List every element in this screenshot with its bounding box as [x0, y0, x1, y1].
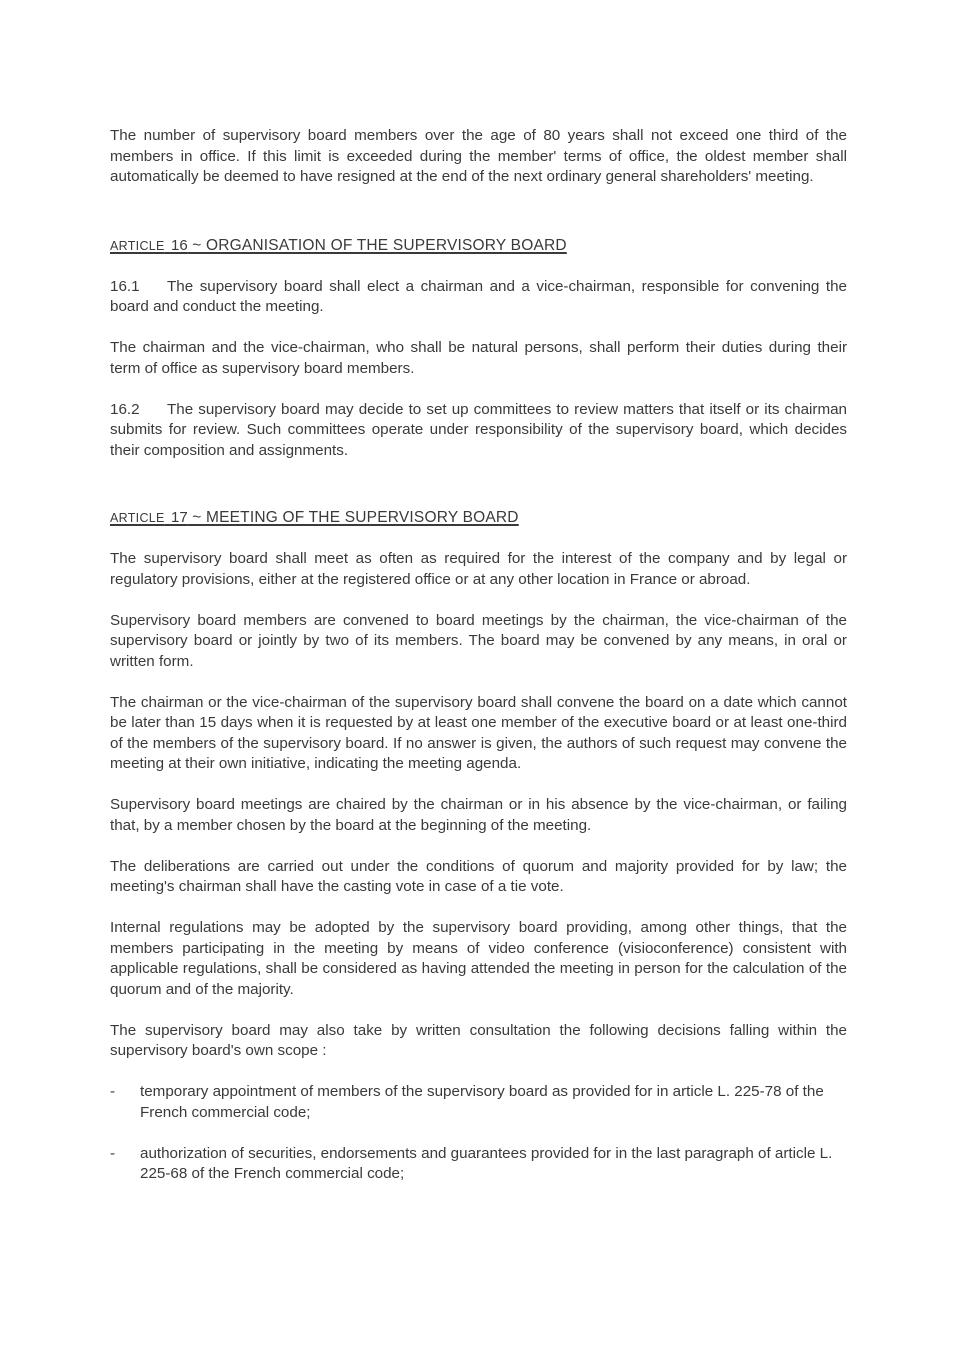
- article-16-heading: [110, 232, 847, 257]
- article-16-title: ~ ORGANISATION OF THE SUPERVISORY BOARD: [187, 236, 567, 254]
- section-16-2-number: 16.2: [110, 400, 140, 418]
- list-item-text: temporary appointment of members of the supervisory board as provided for in article L. 225-78 of the French commercial code;: [140, 1083, 824, 1121]
- list-item-text: authorization of securities, endorsements and guarantees provided for in the last paragraph of article L. 225-68 of the French commercial code;: [140, 1144, 833, 1182]
- section-16-2-text: The supervisory board may decide to set up committees to review matters that itself or its chairman submits for review. Such committees operate under responsibility of the supervisory board, which decides their composition and assignments.: [110, 400, 847, 459]
- article-17-paragraph: The chairman or the vice-chairman of the supervisory board shall convene the board on a date which cannot be later than 15 days when it is requested by at least one member of the executive board or at least one-third of the members of the supervisory board. If no answer is given, the authors of such request may convene the meeting at their own initiative, indicating the meeting agenda.: [110, 693, 847, 772]
- article-17-paragraph: Supervisory board members are convened to board meetings by the chairman, the vice-chairman of the supervisory board or jointly by two of its members. The board may be convened by any means, in oral or written form.: [110, 611, 847, 670]
- bullet-dash: -: [110, 1144, 116, 1162]
- article-17-paragraph: Supervisory board meetings are chaired by the chairman or in his absence by the vice-chairman, or failing that, by a member chosen by the board at the beginning of the meeting.: [110, 796, 847, 834]
- bullet-dash: -: [110, 1083, 116, 1100]
- article-17-heading: [110, 504, 847, 529]
- section-16-1: [110, 277, 847, 318]
- article-16-number: 16: [171, 236, 188, 254]
- list-item: [110, 1082, 847, 1123]
- chairman-paragraph: The chairman and the vice-chairman, who shall be natural persons, shall perform their duties during their term of office as supervisory board members.: [110, 339, 847, 377]
- section-16-1-number: 16.1: [110, 277, 140, 295]
- article-17-number: 17: [171, 509, 188, 526]
- article-16-label: ARTICLE: [110, 238, 165, 253]
- article-17-paragraph: Internal regulations may be adopted by the supervisory board providing, among other things, that the members participating in the meeting by means of video conference (visioconference) consistent with applicable regulations, shall be considered as having attended the meeting in person for the calculation of the quorum and of the majority.: [110, 919, 847, 998]
- article-17-paragraph: The supervisory board shall meet as often as required for the interest of the company and by legal or regulatory provisions, either at the registered office or at any other location in France or abroad.: [110, 550, 847, 588]
- list-item: [110, 1144, 847, 1185]
- intro-paragraph: The number of supervisory board members over the age of 80 years shall not exceed one third of the members in office. If this limit is exceeded during the member' terms of office, the oldest member shall automatically be deemed to have resigned at the end of the next ordinary general shareholders' meeting.: [110, 127, 847, 185]
- section-16-1-text: The supervisory board shall elect a chairman and a vice-chairman, responsible for convening the board and conduct the meeting.: [110, 277, 847, 315]
- section-16-2: [110, 400, 847, 462]
- article-17-paragraph: The supervisory board may also take by written consultation the following decisions falling within the supervisory board's own scope :: [110, 1021, 847, 1059]
- article-17-title: ~ MEETING OF THE SUPERVISORY BOARD: [187, 509, 519, 526]
- document-body: [110, 126, 847, 1185]
- article-17-paragraph: The deliberations are carried out under the conditions of quorum and majority provided for by law; the meeting's chairman shall have the casting vote in case of a tie vote.: [110, 857, 847, 895]
- article-17-label: ARTICLE: [110, 511, 165, 525]
